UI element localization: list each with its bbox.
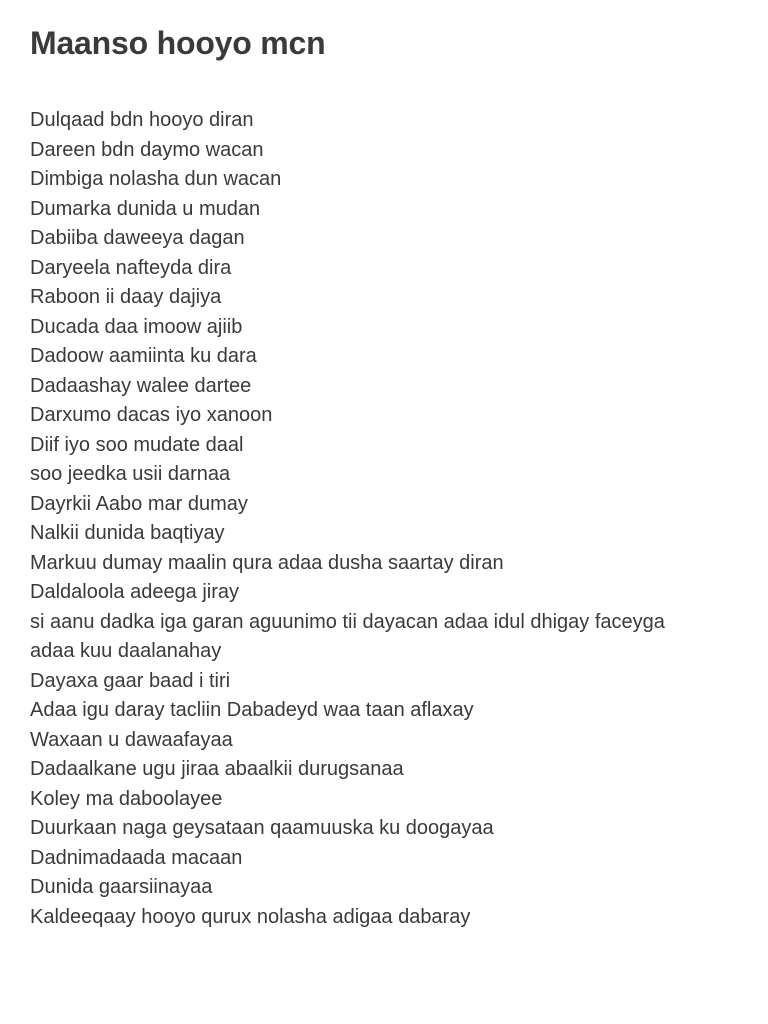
poem-line: Dunida gaarsiinayaa: [30, 876, 213, 898]
note-body[interactable]: [30, 106, 748, 932]
poem-line: Dumarka dunida u mudan: [30, 197, 261, 220]
poem-line: Waxaan u dawaafayaa: [30, 728, 233, 751]
poem-line: Daryeela nafteyda dira: [30, 256, 232, 279]
poem-line: Dareen bdn daymo wacan: [30, 138, 264, 161]
poem-line: Adaa igu daray tacliin Dabadeyd waa taan aflaxay: [30, 699, 474, 721]
poem-line: Dulqaad bdn hooyo diran: [30, 109, 254, 131]
poem-line: Darxumo dacas iyo xanoon: [30, 404, 273, 426]
poem-line: Dimbiga nolasha dun wacan: [30, 168, 282, 190]
poem-line: Dayaxa gaar baad i tiri: [30, 669, 231, 692]
poem-line: soo jeedka usii darnaa: [30, 463, 231, 485]
poem-line: adaa kuu daalanahay: [30, 640, 222, 662]
poem-line: Dadoow aamiinta ku dara: [30, 345, 257, 367]
poem-line: Dadaashay walee dartee: [30, 374, 252, 397]
poem-line: Koley ma daboolayee: [30, 787, 223, 810]
poem-line: si aanu dadka iga garan aguunimo tii dayacan adaa idul dhigay faceyga: [30, 610, 665, 633]
poem-line: Nalkii dunida baqtiyay: [30, 522, 225, 544]
poem-line: Kaldeeqaay hooyo qurux nolasha adigaa dabaray: [30, 905, 471, 928]
poem-line: Ducada daa imoow ajiib: [30, 315, 243, 338]
poem-line: Duurkaan naga geysataan qaamuuska ku doogayaa: [30, 817, 494, 839]
note-content[interactable]: [30, 20, 748, 932]
poem-line: Daldaloola adeega jiray: [30, 581, 240, 603]
poem-line: Dayrkii Aabo mar dumay: [30, 492, 248, 515]
poem-line: Diif iyo soo mudate daal: [30, 433, 244, 456]
poem-line: Dadnimadaada macaan: [30, 846, 243, 869]
poem-line: Dadaalkane ugu jiraa abaalkii durugsanaa: [30, 758, 404, 780]
poem-line: Markuu dumay maalin qura adaa dusha saartay diran: [30, 551, 504, 574]
poem-line: Raboon ii daay dajiya: [30, 286, 222, 308]
note-title[interactable]: Maanso hooyo mcn: [30, 25, 326, 61]
poem-line: Dabiiba daweeya dagan: [30, 227, 245, 249]
